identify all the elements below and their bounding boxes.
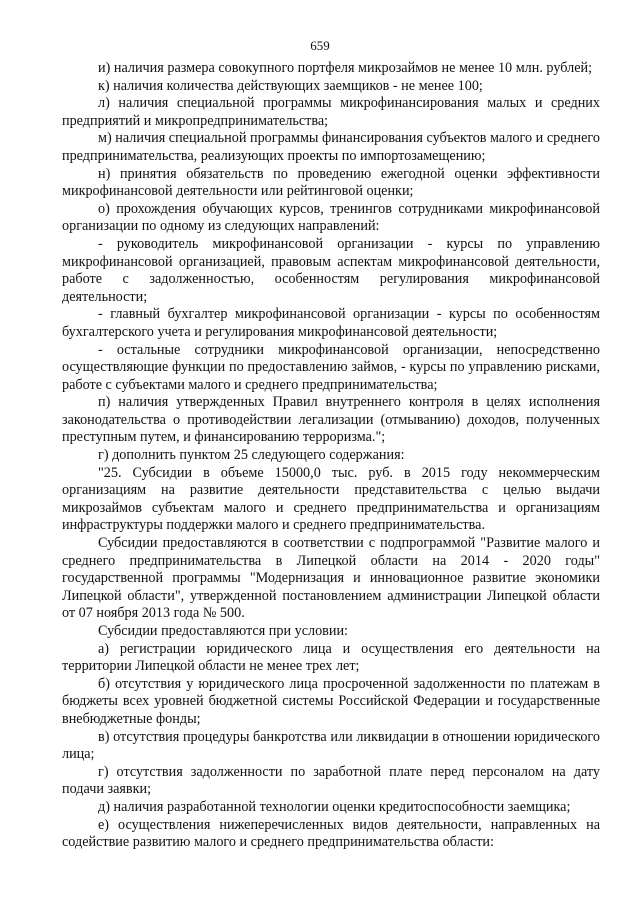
paragraph-l: л) наличия специальной программы микрофинансирования малых и средних предприятий и микропредпринимательства; — [62, 95, 600, 129]
paragraph-cond-b: б) отсутствия у юридического лица просроченной задолженности по платежам в бюджеты всех уровней бюджетной системы Российской Федерации и государственные внебюджетные фонды; — [62, 675, 600, 727]
paragraph-k: к) наличия количества действующих заемщиков - не менее 100; — [98, 77, 483, 94]
paragraph-cond-a: а) регистрации юридического лица и осуществления его деятельности на территории Липецкой области не менее трех лет; — [62, 640, 600, 675]
paragraph-cond-v: в) отсутствия процедуры банкротства или ликвидации в отношении юридического лица; — [62, 728, 600, 763]
paragraph-cond-e: е) осуществления нижеперечисленных видов деятельности, направленных на содействие развитию малого и среднего предпринимательства области: — [62, 816, 600, 851]
paragraph-cond-g: г) отсутствия задолженности по заработной плате перед персоналом на дату подачи заявки; — [62, 763, 600, 798]
paragraph-25: "25. Субсидии в объеме 15000,0 тыс. руб. в 2015 году некоммерческим организациям на развитие деятельности представительства с целью выдачи микрозаймов субъектам малого и среднего предпринимательства и организациям инфраструктуры поддержки малого и среднего предпринимательства. — [62, 464, 600, 534]
paragraph-p: п) наличия утвержденных Правил внутреннего контроля в целях исполнения законодательства о противодействии легализации (отмыванию) доходов, полученных преступным путем, и финансированию терроризма."; — [62, 394, 600, 446]
paragraph-dash-staff: - остальные сотрудники микрофинансовой организации, непосредственно осуществляющие функции по предоставлению займов, - курсы по управлению рисками, работе с субъектами малого и среднего предпринимательства; — [62, 341, 600, 393]
paragraph-o: о) прохождения обучающих курсов, тренингов сотрудниками микрофинансовой организации по одному из следующих направлений: — [62, 200, 600, 235]
paragraph-dash-director: - руководитель микрофинансовой организации - курсы по управлению микрофинансовой организацией, правовым аспектам микрофинансовой деятельности, работе с задолженностью, особенностям регулирования микрофинансовой деятельности; — [62, 235, 600, 305]
paragraph-m: м) наличия специальной программы финансирования субъектов малого и среднего предпринимательства, реализующих проекты по импортозамещению; — [62, 130, 600, 164]
paragraph-conditions-heading: Субсидии предоставляются при условии: — [98, 623, 348, 639]
document-body — [62, 60, 600, 852]
page-number: 659 — [310, 38, 330, 53]
paragraph-g-add: г) дополнить пунктом 25 следующего содержания: — [98, 447, 405, 464]
paragraph-n: н) принятия обязательств по проведению ежегодной оценки эффективности микрофинансовой деятельности или рейтинговой оценки; — [62, 165, 600, 200]
paragraph-subsidy-basis: Субсидии предоставляются в соответствии с подпрограммой "Развитие малого и среднего предпринимательства в Липецкой области на 2014 - 2020 годы" государственной программы "Модернизация и инновационное развитие экономики Липецкой области", утвержденной постановлением администрации Липецкой области от 07 ноября 2013 года № 500. — [62, 535, 600, 622]
paragraph-cond-d: д) наличия разработанной технологии оценки кредитоспособности заемщика; — [98, 798, 571, 815]
paragraph-dash-accountant: - главный бухгалтер микрофинансовой организации - курсы по особенностям бухгалтерского учета и регулирования микрофинансовой деятельности; — [62, 306, 600, 340]
paragraph-i: и) наличия размера совокупного портфеля микрозаймов не менее 10 млн. рублей; — [98, 60, 593, 76]
